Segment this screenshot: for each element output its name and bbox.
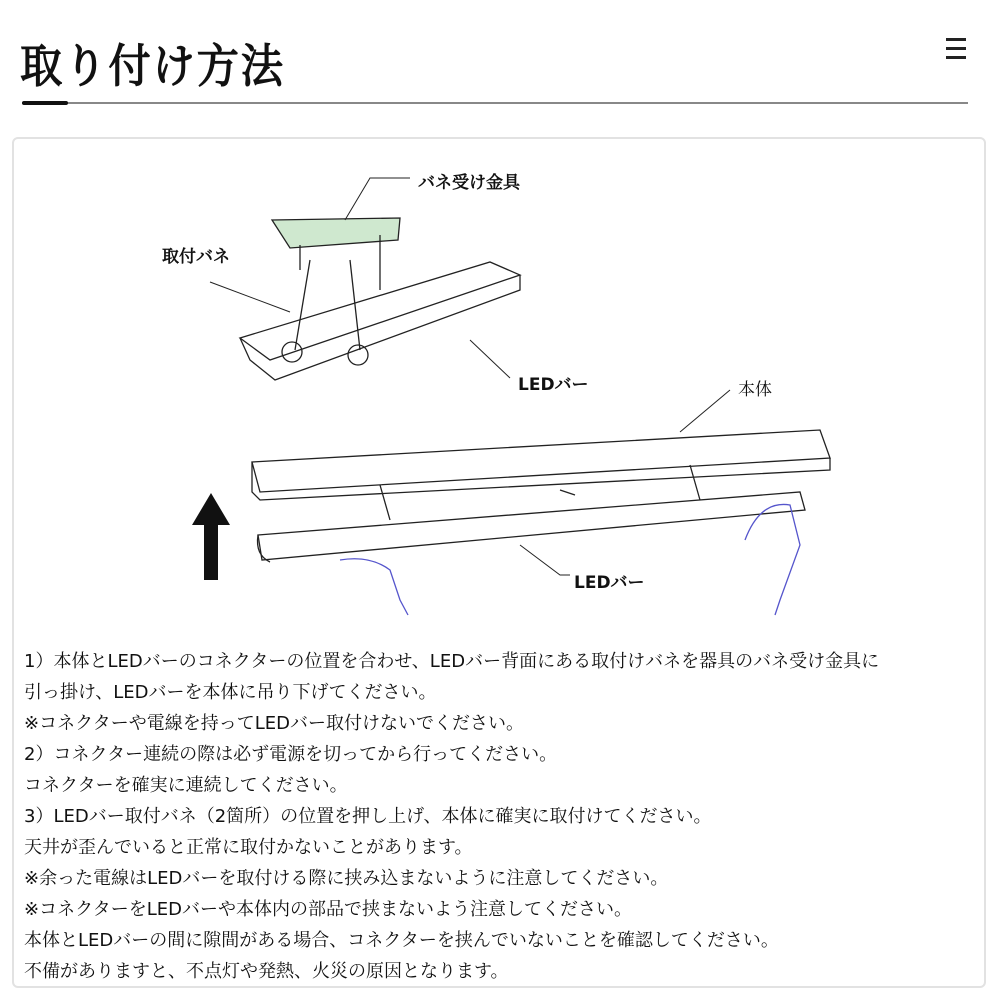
label-mounting-spring: 取付バネ: [162, 247, 230, 267]
instruction-line: 3）LEDバー取付バネ（2箇所）の位置を押し上げ、本体に確実に取付けてください。: [24, 806, 712, 827]
label-body: 本体: [738, 380, 772, 400]
instruction-line: ※コネクターをLEDバーや本体内の部品で挟まないよう注意してください。: [24, 899, 632, 920]
label-led-bar-top: LEDバー: [518, 375, 589, 395]
spring-bracket: [272, 218, 400, 248]
instruction-line: 引っ掛け、LEDバーを本体に吊り下げてください。: [24, 682, 437, 703]
led-bar: [258, 492, 805, 560]
label-spring-bracket: バネ受け金具: [418, 173, 520, 193]
body-housing: [252, 430, 830, 492]
left-hand: [340, 559, 408, 615]
title-divider-accent: [22, 101, 68, 105]
instruction-line: 1）本体とLEDバーのコネクターの位置を合わせ、LEDバー背面にある取付けバネを器具のバネ受け金具に: [24, 651, 880, 672]
instruction-line: ※コネクターや電線を持ってLEDバー取付けないでください。: [24, 713, 524, 734]
label-led-bar-bottom: LEDバー: [574, 573, 645, 593]
page-title: 取り付け方法: [20, 39, 285, 93]
instruction-line: 2）コネクター連続の際は必ず電源を切ってから行ってください。: [24, 744, 558, 765]
instruction-line: コネクターを確実に連続してください。: [24, 775, 348, 796]
hamburger-menu-icon[interactable]: [946, 38, 966, 65]
instruction-line: 天井が歪んでいると正常に取付かないことがあります。: [24, 837, 473, 858]
instruction-line: 本体とLEDバーの間に隙間がある場合、コネクターを挟んでいないことを確認してください。: [24, 930, 779, 951]
up-arrow-icon: [192, 493, 230, 580]
instruction-line: ※余った電線はLEDバーを取付ける際に挟み込まないように注意してください。: [24, 868, 669, 889]
instruction-line: 不備がありますと、不点灯や発熱、火災の原因となります。: [24, 961, 509, 982]
title-divider: [22, 102, 968, 104]
instruction-text: [24, 646, 879, 987]
right-hand: [745, 504, 800, 615]
